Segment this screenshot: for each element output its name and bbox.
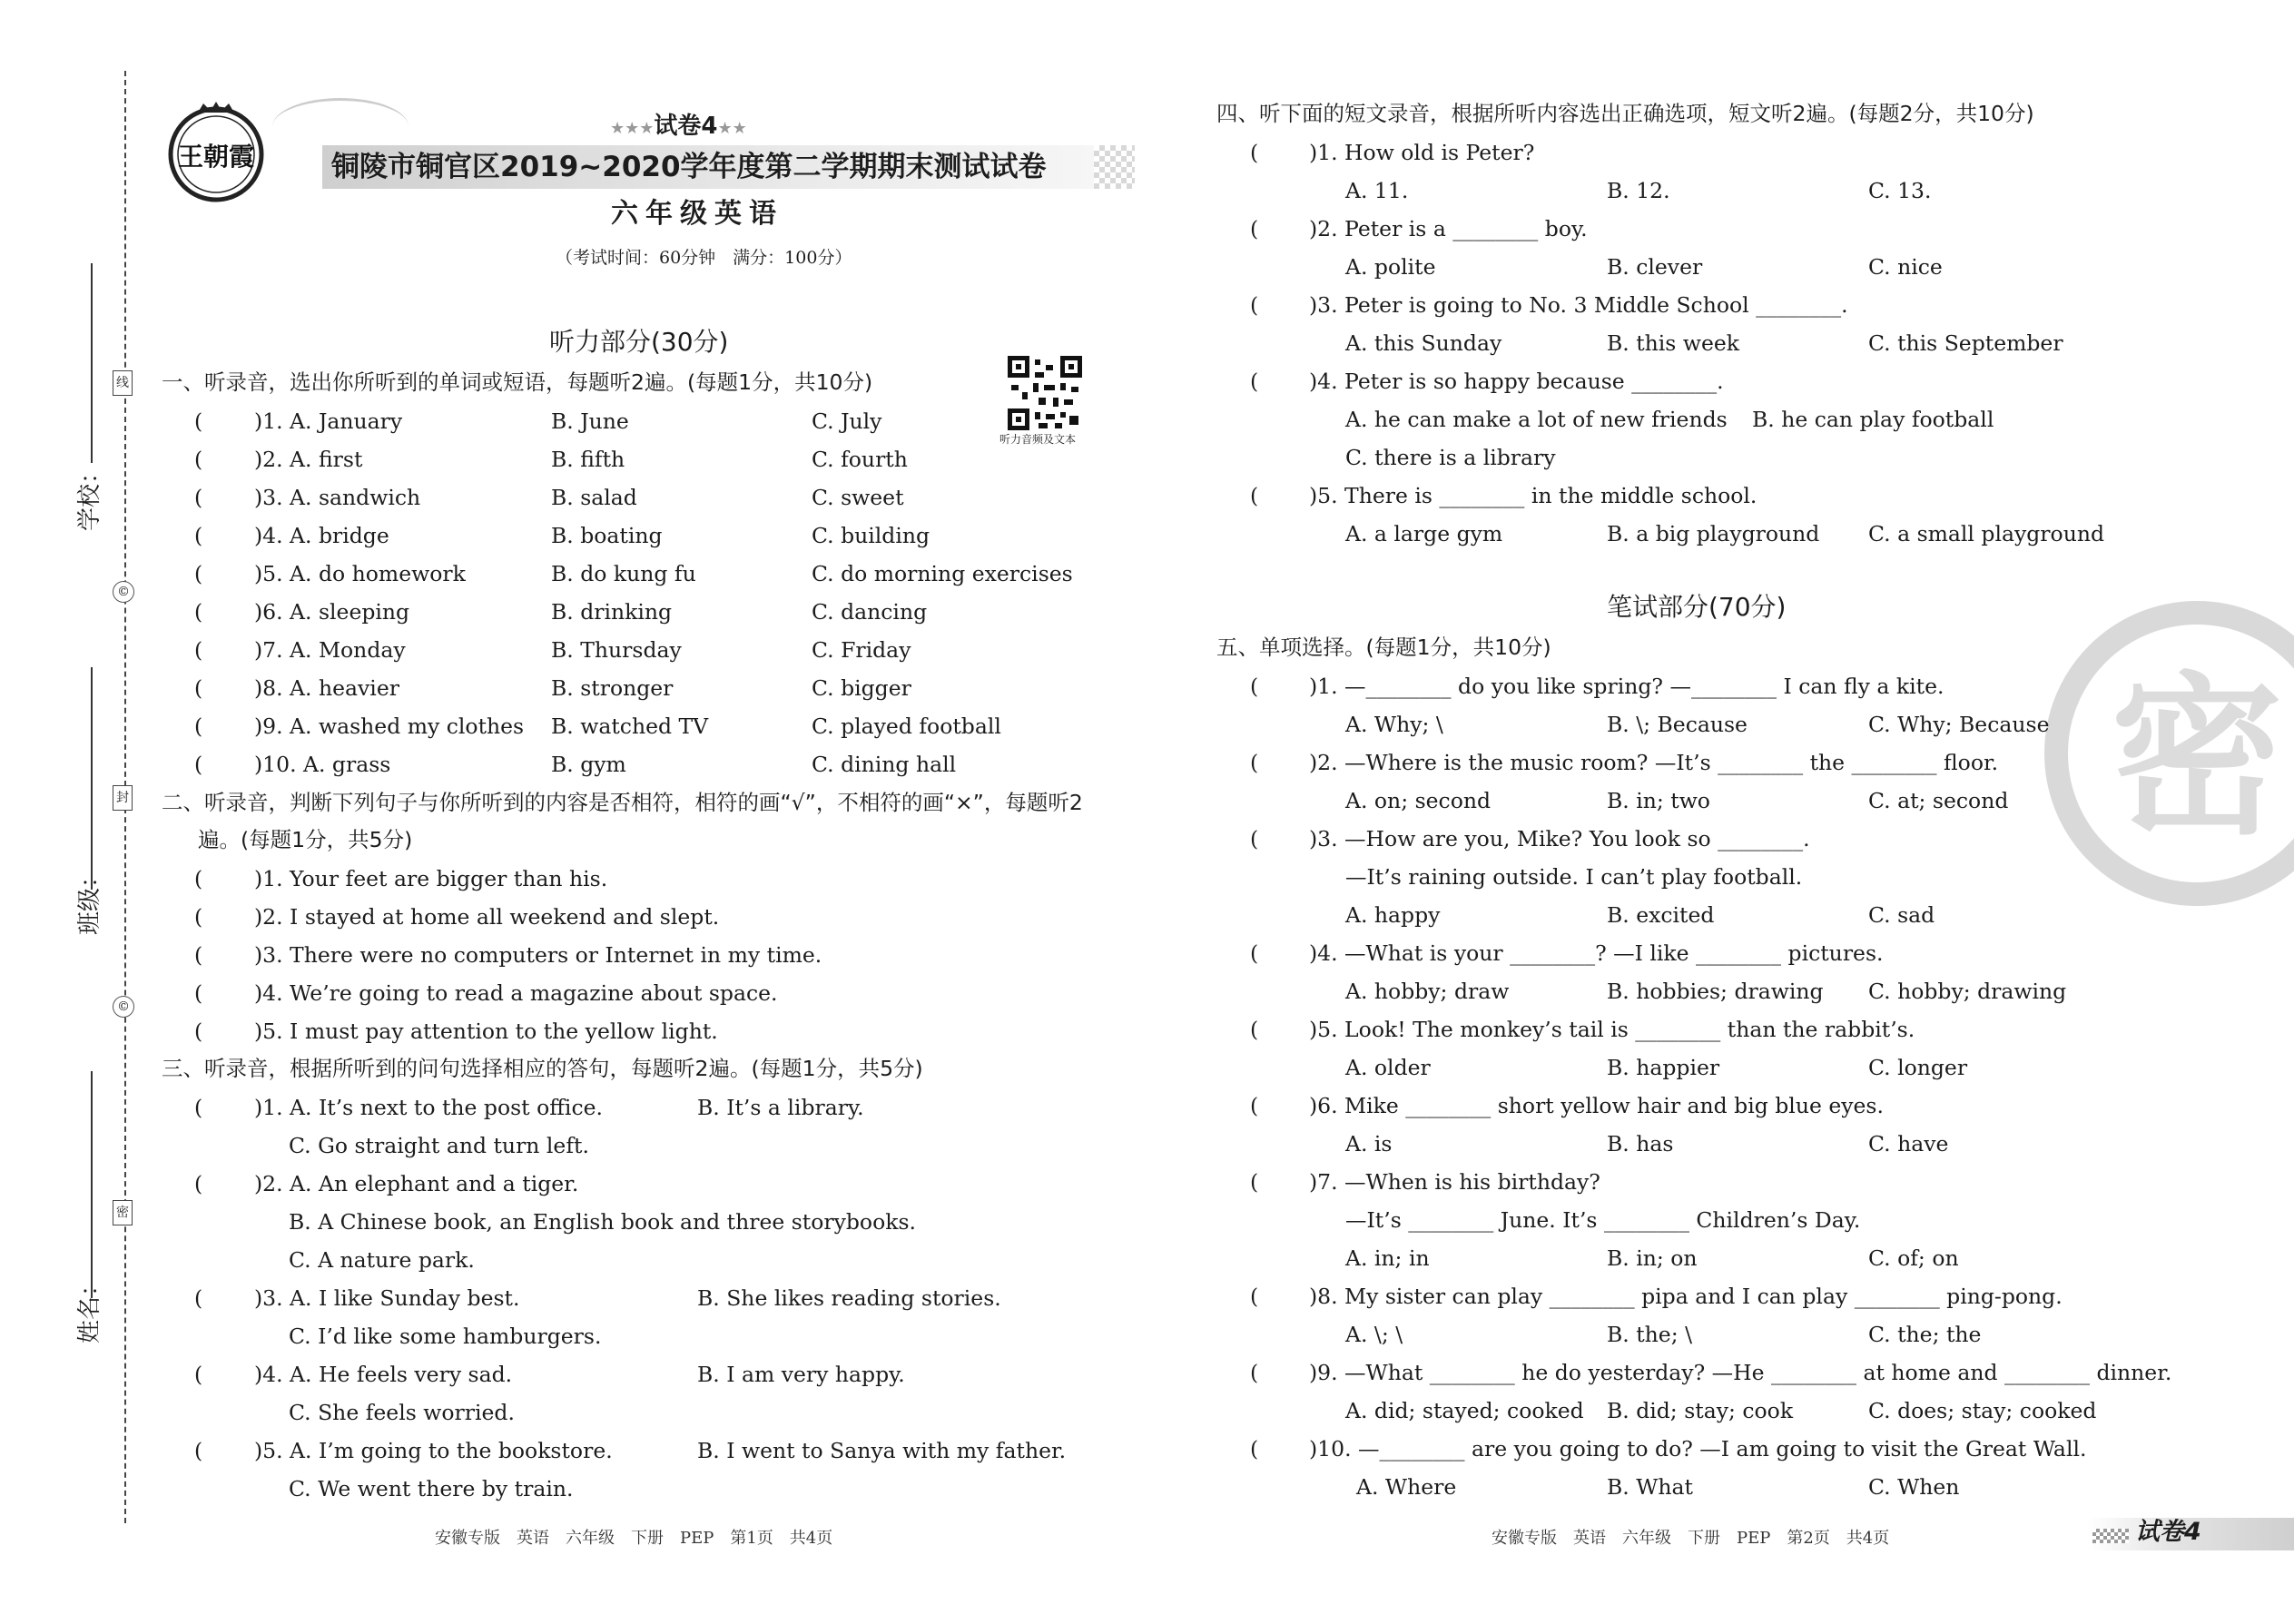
answer-blank[interactable]: ( [194,447,203,472]
option-a: )3. A. I like Sunday best. [254,1285,520,1311]
question-text: )1. How old is Peter? [1309,140,1535,165]
answer-blank[interactable]: ( [194,1438,203,1463]
footer-badge-squares [2092,1529,2129,1543]
option-c: C. dining hall [812,752,957,777]
option-b: B. salad [551,485,637,510]
option-c: C. Go straight and turn left. [289,1133,589,1158]
option-b: B. in; two [1607,788,1710,813]
bind-mark-mi: 密 [113,1200,133,1225]
option-b: B. drinking [551,599,673,625]
option-a: A. \; \ [1345,1322,1403,1347]
option-b: B. She likes reading stories. [697,1285,1001,1311]
qr-caption: 听力音频及文本 [999,433,1077,446]
list-item: )2. I stayed at home all weekend and slept. [254,904,720,930]
answer-blank[interactable]: ( [194,637,203,663]
option-b: B. did; stay; cook [1607,1398,1794,1423]
option-c: C. When [1868,1474,1960,1500]
question-text: )10. —________ are you going to do? —I am going to visit the Great Wall. [1309,1436,2087,1462]
part3-heading: 三、听录音，根据所听到的问句选择相应的答句，每题听2遍。(每题1分，共5分) [162,1056,923,1081]
question-text: )8. My sister can play ________ pipa and I can play ________ ping-pong. [1309,1284,2063,1309]
watermark-icon [2033,599,2294,908]
question-text: )6. A. sleeping [254,599,410,625]
option-b: B. June [551,408,629,434]
answer-blank[interactable]: ( [194,1095,203,1120]
part2-heading-line1: 二、听录音，判断下列句子与你所听到的内容是否相符，相符的画“√”，不相符的画“×”，每题听2 [162,790,1083,815]
option-a: A. this Sunday [1345,330,1502,356]
option-c: C. July [812,408,882,434]
banner-swoosh [272,98,409,155]
option-c: C. there is a library [1345,445,1556,470]
question-text: )3. Peter is going to No. 3 Middle School ________. [1309,292,1848,318]
option-a: A. did; stayed; cooked [1345,1398,1584,1423]
question-text: )5. A. do homework [254,561,466,586]
option-a: A. is [1345,1131,1393,1156]
option-b: B. happier [1607,1055,1720,1080]
bind-mark-xian: 线 [113,370,133,396]
option-c: C. A nature park. [289,1247,475,1273]
option-b: B. a big playground [1607,521,1820,546]
school-label: 学校： [76,459,103,531]
answer-blank[interactable]: ( [194,904,203,930]
option-c: C. Friday [812,637,911,663]
part2-heading-line2: 遍。(每题1分，共5分) [198,827,413,852]
answer-blank[interactable]: ( [1250,216,1259,241]
option-b: B. has [1607,1131,1674,1156]
qr-code-icon[interactable] [1008,356,1082,430]
option-b: B. in; on [1607,1245,1698,1271]
option-b: B. he can play football [1752,407,1994,432]
answer-blank[interactable]: ( [194,561,203,586]
answer-blank[interactable]: ( [1250,674,1259,699]
option-b: B. boating [551,523,663,548]
option-c: C. fourth [812,447,908,472]
question-text: )2. A. first [254,447,363,472]
question-text: )7. A. Monday [254,637,406,663]
answer-blank[interactable]: ( [194,523,203,548]
option-b: B. hobbies; drawing [1607,979,1824,1004]
answer-blank[interactable]: ( [1250,1284,1259,1309]
question-text: )9. —What ________ he do yesterday? —He ________ at home and ________ dinner. [1309,1360,2172,1385]
class-fill-line [91,667,93,890]
list-item: )4. We’re going to read a magazine about space. [254,980,778,1006]
bind-mark-feng: 封 [113,785,133,811]
option-b: B. \; Because [1607,712,1748,737]
option-a: A. he can make a lot of new friends [1345,407,1728,432]
option-a: A. on; second [1345,788,1492,813]
name-label: 姓名： [76,1272,103,1343]
option-b: B. do kung fu [551,561,696,586]
exam-title: 铜陵市铜官区2019~2020学年度第二学期期末测试试卷 [331,151,1047,183]
question-text: )3. A. sandwich [254,485,421,510]
option-b: B. I went to Sanya with my father. [697,1438,1067,1463]
answer-blank[interactable]: ( [194,1285,203,1311]
footer-right: 安徽专版 英语 六年级 下册 PEP 第2页 共4页 [1492,1529,1890,1548]
banner-checker [1094,145,1135,189]
option-b: B. A Chinese book, an English book and three storybooks. [289,1209,917,1235]
list-item: )1. Your feet are bigger than his. [254,866,608,891]
part1-heading: 一、听录音，选出你所听到的单词或短语，每题听2遍。(每题1分，共10分) [162,369,873,395]
answer-blank[interactable]: ( [1250,1017,1259,1042]
answer-blank[interactable]: ( [1250,140,1259,165]
option-c: C. She feels worried. [289,1400,515,1425]
option-b: B. I am very happy. [697,1362,905,1387]
option-b: B. Thursday [551,637,682,663]
list-item: )5. I must pay attention to the yellow light. [254,1019,718,1044]
answer-blank[interactable]: ( [1250,292,1259,318]
option-c: C. of; on [1868,1245,1959,1271]
option-a: )5. A. I’m going to the bookstore. [254,1438,613,1463]
option-c: C. bigger [812,675,911,701]
option-c: C. have [1868,1131,1949,1156]
answer-blank[interactable]: ( [194,942,203,968]
question-text: )4. Peter is so happy because ________. [1309,369,1724,394]
option-c: C. nice [1868,254,1943,280]
option-a: )1. A. It’s next to the post office. [254,1095,603,1120]
option-b: B. It’s a library. [697,1095,864,1120]
question-text: )5. Look! The monkey’s tail is ________ than the rabbit’s. [1309,1017,1915,1042]
header-logo [165,102,267,203]
option-c: C. sad [1868,902,1935,928]
option-c: C. sweet [812,485,904,510]
option-a: A. polite [1345,254,1436,280]
answer-blank[interactable]: ( [194,1171,203,1196]
option-c: C. dancing [812,599,928,625]
answer-blank[interactable]: ( [194,980,203,1006]
question-text-line2: —It’s ________ June. It’s ________ Children’s Day. [1345,1207,1861,1233]
answer-blank[interactable]: ( [1250,369,1259,394]
part4-heading: 四、听下面的短文录音，根据所听内容选出正确选项，短文听2遍。(每题2分，共10分) [1216,101,2034,126]
answer-blank[interactable]: ( [1250,1093,1259,1118]
answer-blank[interactable]: ( [194,714,203,739]
option-b: B. fifth [551,447,625,472]
answer-blank[interactable]: ( [194,752,203,777]
svg-text:密: 密 [2110,657,2284,858]
school-fill-line [91,263,93,463]
question-text: )8. A. heavier [254,675,399,701]
question-text-line2: —It’s raining outside. I can’t play football. [1345,864,1803,890]
listening-section-title: 听力部分(30分) [549,327,729,357]
option-a: A. 11. [1345,178,1409,203]
footer-left: 安徽专版 英语 六年级 下册 PEP 第1页 共4页 [435,1529,833,1548]
option-c: C. 13. [1868,178,1932,203]
list-item: )3. There were no computers or Internet in my time. [254,942,822,968]
answer-blank[interactable]: ( [194,408,203,434]
answer-blank[interactable]: ( [1250,483,1259,508]
option-a: A. happy [1345,902,1441,928]
option-b: B. stronger [551,675,674,701]
option-c: C. at; second [1868,788,2009,813]
option-b: B. this week [1607,330,1740,356]
footer-badge: 试卷4 [2135,1518,2201,1546]
option-b: B. excited [1607,902,1715,928]
option-a: A. in; in [1345,1245,1430,1271]
option-c: C. do morning exercises [812,561,1073,586]
answer-blank[interactable]: ( [194,1362,203,1387]
option-b: B. the; \ [1607,1322,1692,1347]
answer-blank[interactable]: ( [194,675,203,701]
option-b: B. 12. [1607,178,1670,203]
question-text: )2. Peter is a ________ boy. [1309,216,1588,241]
question-text: )4. A. bridge [254,523,389,548]
option-b: B. What [1607,1474,1693,1500]
option-a: A. Where [1356,1474,1457,1500]
writing-section-title: 笔试部分(70分) [1607,592,1787,622]
option-a: A. Why; \ [1345,712,1443,737]
binding-hole-icon: © [113,996,134,1018]
option-c: C. the; the [1868,1322,1982,1347]
option-c: C. building [812,523,930,548]
svg-text:王朝霞: 王朝霞 [177,142,255,172]
question-text: )9. A. washed my clothes [254,714,525,739]
question-text: )2. —Where is the music room? —It’s ________ the ________ floor. [1309,750,1999,775]
question-text: )1. —________ do you like spring? —________ I can fly a kite. [1309,674,1944,699]
option-c: C. a small playground [1868,521,2105,546]
question-text: )6. Mike ________ short yellow hair and big blue eyes. [1309,1093,1884,1118]
option-a: )2. A. An elephant and a tiger. [254,1171,579,1196]
question-text: )10. A. grass [254,752,391,777]
option-c: C. We went there by train. [289,1476,574,1501]
name-fill-line [91,1071,93,1298]
answer-blank[interactable]: ( [1250,826,1259,851]
answer-blank[interactable]: ( [1250,1360,1259,1385]
subject-title: 六年级英语 [611,198,783,230]
option-c: C. played football [812,714,1001,739]
question-text: )3. —How are you, Mike? You look so ________. [1309,826,1810,851]
option-a: A. a large gym [1345,521,1503,546]
seal-logo-icon [165,102,267,203]
option-b: B. clever [1607,254,1703,280]
question-text: )7. —When is his birthday? [1309,1169,1600,1195]
option-a: A. hobby; draw [1345,979,1510,1004]
answer-blank[interactable]: ( [1250,940,1259,966]
question-text: )1. A. January [254,408,403,434]
option-c: C. Why; Because [1868,712,2050,737]
watermark-seal [2033,599,2294,908]
answer-blank[interactable]: ( [1250,750,1259,775]
question-text: )5. There is ________ in the middle school. [1309,483,1757,508]
part5-heading: 五、单项选择。(每题1分，共10分) [1216,635,1551,660]
question-text: )4. —What is your ________? —I like ________ pictures. [1309,940,1884,966]
answer-blank[interactable]: ( [1250,1169,1259,1195]
option-c: C. does; stay; cooked [1868,1398,2097,1423]
answer-blank[interactable]: ( [194,599,203,625]
exam-info: （考试时间：60分钟 满分：100分） [556,248,852,268]
option-a: )4. A. He feels very sad. [254,1362,513,1387]
option-c: C. longer [1868,1055,1968,1080]
answer-blank[interactable]: ( [194,485,203,510]
option-c: C. I’d like some hamburgers. [289,1324,602,1349]
option-c: C. hobby; drawing [1868,979,2067,1004]
option-b: B. gym [551,752,626,777]
series-label: ★★★试卷4★★ [610,113,747,140]
option-a: A. older [1345,1055,1431,1080]
answer-blank[interactable]: ( [194,1019,203,1044]
binding-hole-icon: © [113,581,134,603]
class-label: 班级： [76,863,103,935]
option-b: B. watched TV [551,714,709,739]
answer-blank[interactable]: ( [194,866,203,891]
answer-blank[interactable]: ( [1250,1436,1259,1462]
option-c: C. this September [1868,330,2063,356]
